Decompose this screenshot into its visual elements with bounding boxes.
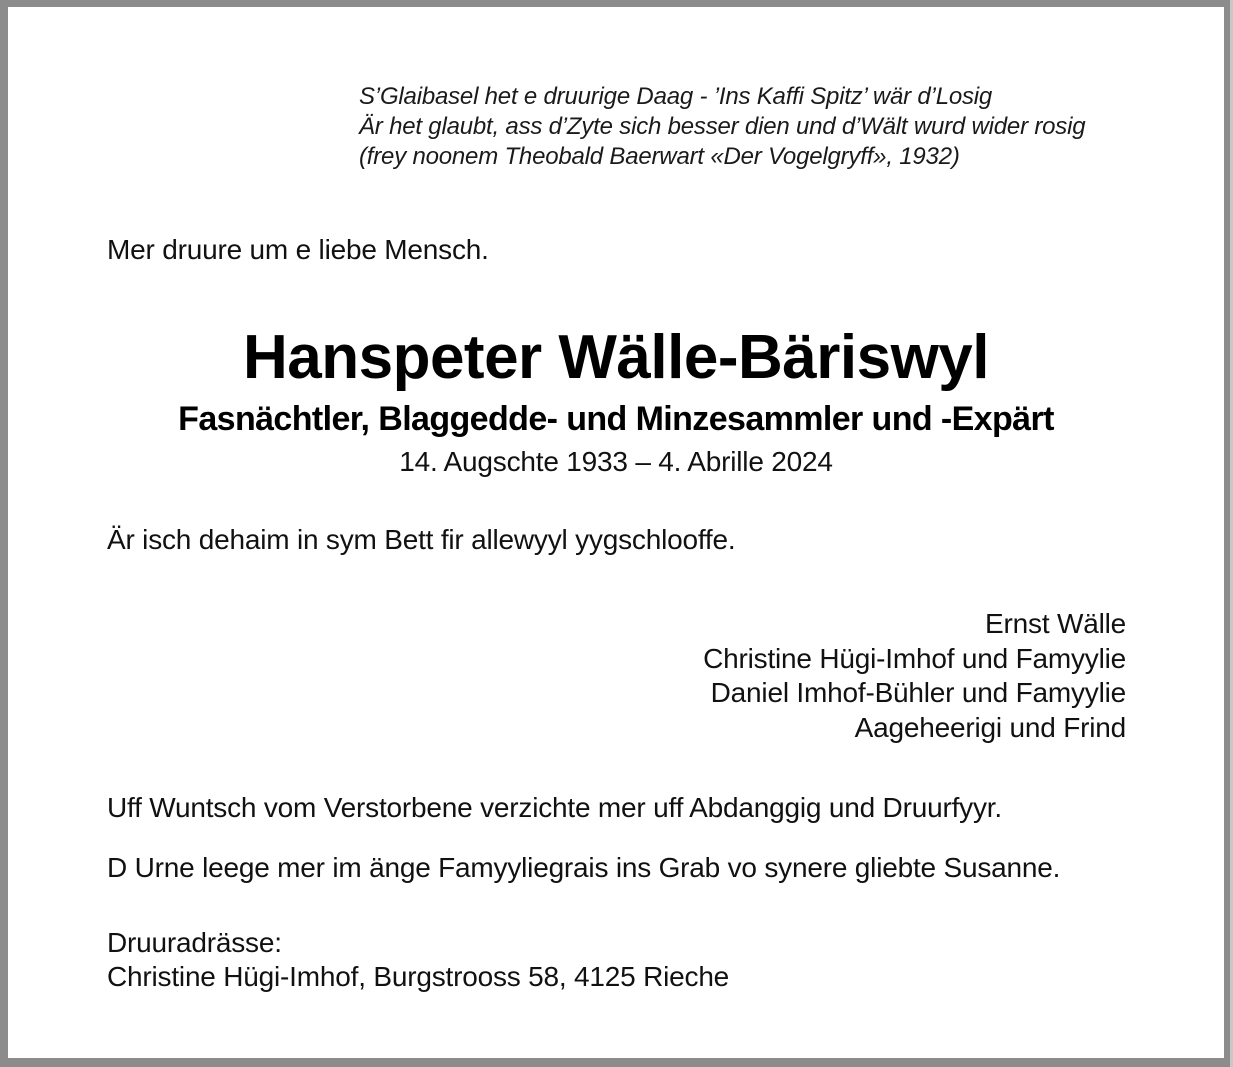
quote-line-2: Är het glaubt, ass d’Zyte sich besser dien und d’Wält wurd wider rosig (359, 113, 1086, 140)
quote-line-1: S’Glaibasel het e druurige Daag - ’Ins Kaffi Spitz’ wär d’Losig (359, 83, 993, 110)
deceased-dates: 14. Augschte 1933 – 4. Abrille 2024 (399, 446, 833, 477)
mourner-item: Christine Hügi-Imhof und Famyylie (703, 642, 1126, 674)
poem-quote (359, 82, 1085, 172)
mourners-list (703, 607, 1126, 745)
urn-text: D Urne leege mer im änge Famyyliegrais ins Grab vo synere gliebte Susanne. (107, 852, 1061, 883)
quote-line-3: (frey noonem Theobald Baerwart «Der Vogelgryff», 1932) (359, 143, 960, 170)
mourner-item: Aageheerigi und Frind (854, 711, 1126, 743)
intro-text: Mer druure um e liebe Mensch. (107, 234, 489, 265)
wish-text: Uff Wuntsch vom Verstorbene verzichte mer uff Abdanggig und Druurfyyr. (107, 792, 1002, 823)
mourner-item: Ernst Wälle (985, 608, 1126, 639)
obituary-page (8, 7, 1224, 1058)
deceased-subtitle: Fasnächtler, Blaggedde- und Minzesammler und -Expärt (178, 400, 1054, 438)
deceased-name: Hanspeter Wälle-Bäriswyl (242, 323, 990, 392)
address-value: Christine Hügi-Imhof, Burgstrooss 58, 4125 Rieche (107, 961, 730, 992)
passing-text: Är isch dehaim in sym Bett fir allewyyl yygschlooffe. (107, 524, 736, 555)
address-label: Druuradrässe: (107, 927, 282, 958)
mourner-item: Daniel Imhof-Bühler und Famyylie (710, 677, 1126, 708)
